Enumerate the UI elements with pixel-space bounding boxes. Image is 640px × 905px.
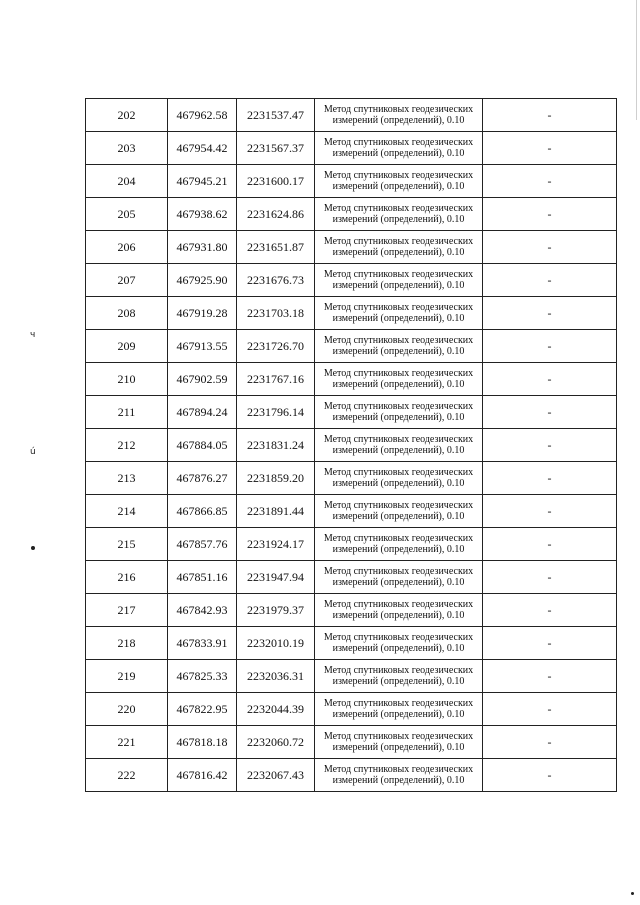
method-cell [315, 594, 483, 627]
y-coordinate-cell: 2231651.87 [237, 231, 315, 264]
margin-dot [31, 546, 35, 550]
method-line-1: Метод спутниковых геодезических [323, 269, 474, 280]
margin-mark: ч [30, 330, 36, 340]
method-cell [315, 363, 483, 396]
table-row [86, 759, 617, 792]
note-cell: - [483, 528, 617, 561]
point-number-cell: 211 [86, 396, 168, 429]
note-cell: - [483, 396, 617, 429]
method-line-2: измерений (определений), 0.10 [332, 478, 465, 489]
table-row [86, 693, 617, 726]
y-coordinate-cell: 2231831.24 [237, 429, 315, 462]
x-coordinate-cell: 467913.55 [168, 330, 237, 363]
method-line-2: измерений (определений), 0.10 [332, 445, 465, 456]
margin-mark: ú [30, 447, 36, 457]
note-cell: - [483, 660, 617, 693]
method-line-2: измерений (определений), 0.10 [332, 775, 465, 786]
method-cell [315, 660, 483, 693]
table-row [86, 462, 617, 495]
method-line-1: Метод спутниковых геодезических [323, 302, 474, 313]
method-line-1: Метод спутниковых геодезических [323, 566, 474, 577]
method-line-1: Метод спутниковых геодезических [323, 599, 474, 610]
table-row [86, 561, 617, 594]
method-cell [315, 396, 483, 429]
note-cell: - [483, 363, 617, 396]
point-number-cell: 216 [86, 561, 168, 594]
y-coordinate-cell: 2231624.86 [237, 198, 315, 231]
x-coordinate-cell: 467938.62 [168, 198, 237, 231]
coordinates-table [85, 98, 617, 792]
method-line-1: Метод спутниковых геодезических [323, 533, 474, 544]
x-coordinate-cell: 467931.80 [168, 231, 237, 264]
method-line-2: измерений (определений), 0.10 [332, 676, 465, 687]
method-line-1: Метод спутниковых геодезических [323, 665, 474, 676]
method-line-2: измерений (определений), 0.10 [332, 214, 465, 225]
table-row [86, 198, 617, 231]
x-coordinate-cell: 467816.42 [168, 759, 237, 792]
point-number-cell: 220 [86, 693, 168, 726]
point-number-cell: 204 [86, 165, 168, 198]
note-cell: - [483, 231, 617, 264]
y-coordinate-cell: 2231947.94 [237, 561, 315, 594]
method-line-1: Метод спутниковых геодезических [323, 236, 474, 247]
point-number-cell: 202 [86, 99, 168, 132]
table-row [86, 528, 617, 561]
point-number-cell: 210 [86, 363, 168, 396]
method-cell [315, 165, 483, 198]
point-number-cell: 209 [86, 330, 168, 363]
x-coordinate-cell: 467851.16 [168, 561, 237, 594]
method-cell [315, 429, 483, 462]
point-number-cell: 215 [86, 528, 168, 561]
method-line-1: Метод спутниковых геодезических [323, 104, 474, 115]
x-coordinate-cell: 467818.18 [168, 726, 237, 759]
method-line-2: измерений (определений), 0.10 [332, 115, 465, 126]
method-line-2: измерений (определений), 0.10 [332, 643, 465, 654]
method-cell [315, 627, 483, 660]
method-cell [315, 726, 483, 759]
x-coordinate-cell: 467945.21 [168, 165, 237, 198]
table-row [86, 99, 617, 132]
table-row [86, 594, 617, 627]
method-cell [315, 132, 483, 165]
x-coordinate-cell: 467925.90 [168, 264, 237, 297]
x-coordinate-cell: 467876.27 [168, 462, 237, 495]
x-coordinate-cell: 467822.95 [168, 693, 237, 726]
method-cell [315, 495, 483, 528]
page-edge-line [636, 0, 637, 120]
y-coordinate-cell: 2231537.47 [237, 99, 315, 132]
x-coordinate-cell: 467833.91 [168, 627, 237, 660]
y-coordinate-cell: 2231891.44 [237, 495, 315, 528]
note-cell: - [483, 561, 617, 594]
note-cell: - [483, 99, 617, 132]
method-cell [315, 561, 483, 594]
y-coordinate-cell: 2231600.17 [237, 165, 315, 198]
point-number-cell: 203 [86, 132, 168, 165]
note-cell: - [483, 726, 617, 759]
method-line-2: измерений (определений), 0.10 [332, 280, 465, 291]
table-row [86, 330, 617, 363]
table-row [86, 495, 617, 528]
x-coordinate-cell: 467919.28 [168, 297, 237, 330]
table-row [86, 660, 617, 693]
point-number-cell: 217 [86, 594, 168, 627]
y-coordinate-cell: 2232067.43 [237, 759, 315, 792]
point-number-cell: 221 [86, 726, 168, 759]
note-cell: - [483, 594, 617, 627]
note-cell: - [483, 462, 617, 495]
method-cell [315, 462, 483, 495]
note-cell: - [483, 759, 617, 792]
method-line-2: измерений (определений), 0.10 [332, 247, 465, 258]
note-cell: - [483, 429, 617, 462]
y-coordinate-cell: 2231859.20 [237, 462, 315, 495]
note-cell: - [483, 693, 617, 726]
note-cell: - [483, 627, 617, 660]
method-line-1: Метод спутниковых геодезических [323, 137, 474, 148]
note-cell: - [483, 264, 617, 297]
point-number-cell: 212 [86, 429, 168, 462]
method-line-2: измерений (определений), 0.10 [332, 544, 465, 555]
note-cell: - [483, 132, 617, 165]
table-row [86, 726, 617, 759]
method-cell [315, 330, 483, 363]
method-line-1: Метод спутниковых геодезических [323, 698, 474, 709]
table-row [86, 297, 617, 330]
coordinates-table-body [86, 99, 617, 792]
method-line-2: измерений (определений), 0.10 [332, 577, 465, 588]
table-row [86, 627, 617, 660]
note-cell: - [483, 330, 617, 363]
y-coordinate-cell: 2231767.16 [237, 363, 315, 396]
table-row [86, 165, 617, 198]
note-cell: - [483, 495, 617, 528]
method-cell [315, 759, 483, 792]
method-cell [315, 231, 483, 264]
method-line-2: измерений (определений), 0.10 [332, 148, 465, 159]
y-coordinate-cell: 2232010.19 [237, 627, 315, 660]
method-line-1: Метод спутниковых геодезических [323, 335, 474, 346]
method-cell [315, 297, 483, 330]
x-coordinate-cell: 467857.76 [168, 528, 237, 561]
point-number-cell: 213 [86, 462, 168, 495]
point-number-cell: 208 [86, 297, 168, 330]
method-line-2: измерений (определений), 0.10 [332, 511, 465, 522]
method-cell [315, 198, 483, 231]
x-coordinate-cell: 467954.42 [168, 132, 237, 165]
x-coordinate-cell: 467825.33 [168, 660, 237, 693]
method-line-2: измерений (определений), 0.10 [332, 709, 465, 720]
method-line-1: Метод спутниковых геодезических [323, 434, 474, 445]
method-cell [315, 528, 483, 561]
table-row [86, 363, 617, 396]
y-coordinate-cell: 2231924.17 [237, 528, 315, 561]
note-cell: - [483, 297, 617, 330]
table-row [86, 429, 617, 462]
method-line-1: Метод спутниковых геодезических [323, 467, 474, 478]
point-number-cell: 207 [86, 264, 168, 297]
method-line-2: измерений (определений), 0.10 [332, 379, 465, 390]
table-row [86, 396, 617, 429]
y-coordinate-cell: 2232036.31 [237, 660, 315, 693]
method-line-1: Метод спутниковых геодезических [323, 401, 474, 412]
x-coordinate-cell: 467902.59 [168, 363, 237, 396]
table-row [86, 132, 617, 165]
point-number-cell: 214 [86, 495, 168, 528]
point-number-cell: 218 [86, 627, 168, 660]
y-coordinate-cell: 2231703.18 [237, 297, 315, 330]
point-number-cell: 222 [86, 759, 168, 792]
y-coordinate-cell: 2232044.39 [237, 693, 315, 726]
x-coordinate-cell: 467866.85 [168, 495, 237, 528]
table-row [86, 264, 617, 297]
y-coordinate-cell: 2231796.14 [237, 396, 315, 429]
method-line-1: Метод спутниковых геодезических [323, 731, 474, 742]
x-coordinate-cell: 467962.58 [168, 99, 237, 132]
note-cell: - [483, 165, 617, 198]
x-coordinate-cell: 467884.05 [168, 429, 237, 462]
point-number-cell: 205 [86, 198, 168, 231]
method-line-1: Метод спутниковых геодезических [323, 632, 474, 643]
method-line-1: Метод спутниковых геодезических [323, 203, 474, 214]
method-line-2: измерений (определений), 0.10 [332, 313, 465, 324]
method-cell [315, 693, 483, 726]
method-cell [315, 99, 483, 132]
method-line-1: Метод спутниковых геодезических [323, 500, 474, 511]
method-line-1: Метод спутниковых геодезических [323, 170, 474, 181]
method-line-2: измерений (определений), 0.10 [332, 610, 465, 621]
table-row [86, 231, 617, 264]
method-line-1: Метод спутниковых геодезических [323, 764, 474, 775]
method-line-2: измерений (определений), 0.10 [332, 412, 465, 423]
y-coordinate-cell: 2231726.70 [237, 330, 315, 363]
note-cell: - [483, 198, 617, 231]
y-coordinate-cell: 2231979.37 [237, 594, 315, 627]
method-line-2: измерений (определений), 0.10 [332, 346, 465, 357]
corner-dot [631, 892, 634, 895]
y-coordinate-cell: 2231567.37 [237, 132, 315, 165]
method-cell [315, 264, 483, 297]
y-coordinate-cell: 2232060.72 [237, 726, 315, 759]
y-coordinate-cell: 2231676.73 [237, 264, 315, 297]
method-line-2: измерений (определений), 0.10 [332, 181, 465, 192]
point-number-cell: 206 [86, 231, 168, 264]
method-line-1: Метод спутниковых геодезических [323, 368, 474, 379]
method-line-2: измерений (определений), 0.10 [332, 742, 465, 753]
x-coordinate-cell: 467894.24 [168, 396, 237, 429]
point-number-cell: 219 [86, 660, 168, 693]
x-coordinate-cell: 467842.93 [168, 594, 237, 627]
